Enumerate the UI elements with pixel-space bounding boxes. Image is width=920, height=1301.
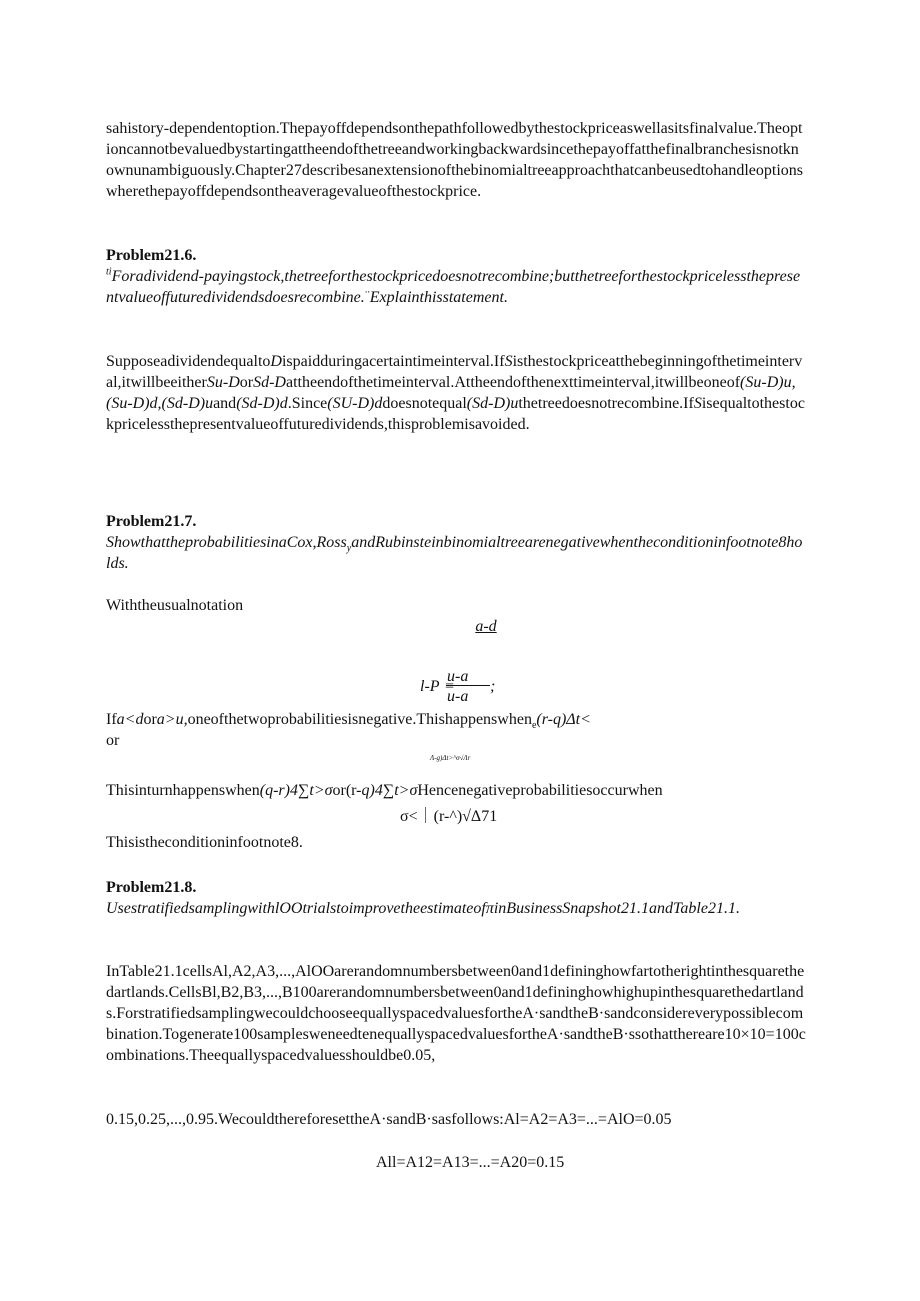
- question-text: ShowthattheprobabilitiesinaCox,Ross: [106, 534, 347, 551]
- answer-21-8-cont: [106, 1109, 806, 1130]
- expr-sd-d-u: (Sd-D)u: [466, 395, 519, 412]
- expr-q-r: (q-r)4∑t>σ: [259, 782, 333, 799]
- answer-text: Thisistheconditioninfootnote8.: [106, 834, 303, 851]
- intro-text: sahistory-dependentoption.Thepayoffdependsonthepathfollowedbythestockpriceaswellasitsfinalvalue.Theoptioncannotbevaluedbystartingattheendofthetreeandworkingbackwardsincethepayoffatthefinalbranchesisnotknownunambiguously.Chapter27describesanextensionofthebinomialtreeapproachthatcanbeusedtohandleoptionswherethepayoffdependsontheaveragevalueofthestockprice.: [106, 120, 803, 200]
- eq-semicolon: ;: [490, 678, 496, 695]
- question-subscript: y: [346, 543, 352, 555]
- expr-options: (Su-D)u,(Su-D)d,(Sd-D)u: [106, 374, 796, 412]
- expr-exponent: (r-q)Δt<: [536, 711, 591, 728]
- problem-heading: Problem21.8.: [106, 879, 197, 896]
- answer-span: or(r-: [332, 782, 362, 799]
- quote-mark-close: ··: [364, 287, 370, 299]
- answer-21-7-end: [106, 832, 806, 853]
- answer-text: 0.15,0.25,...,0.95.WecouldthereforesettheA·sandB·sasfollows:Al=A2=A3=...=AlO=0.05: [106, 1111, 672, 1128]
- answer-span: Thisinturnhappenswhen: [106, 782, 260, 799]
- answer-text: Withtheusualnotation: [106, 597, 244, 614]
- question-text: Foradividend-payingstock,thetreeforthestockpricedoesnotrecombine;butthetreeforthestockpricelessthepresentvalueoffuturedividendsdoesrecombine.: [106, 268, 801, 306]
- problem-heading: Problem21.6.: [106, 247, 197, 264]
- answer-span: attheendofthetimeinterval.Attheendofthenexttimeinterval,itwillbeoneof: [285, 374, 741, 391]
- answer-span: Hencenegativeprobabilitiesoccurwhen: [417, 782, 663, 799]
- fraction-top-text: a-d: [475, 618, 497, 635]
- quote-mark: ti: [106, 266, 112, 278]
- answer-span: Supposeadividendequalto: [106, 353, 271, 370]
- expr-su-d-d: (SU-D)d: [327, 395, 383, 412]
- answer-span: oneofthetwoprobabilitiesisnegative.Thishappenswhen: [187, 711, 532, 728]
- answer-21-8-eq: All=A12=A13=...=A20=0.15: [376, 1154, 565, 1171]
- tiny-equation: Λ-g)Δt>^σ√Λr: [430, 754, 471, 762]
- var-D: D: [270, 353, 282, 370]
- eq-left: l-P: [420, 678, 440, 695]
- expr-r-q: q)4∑t>σ: [361, 782, 418, 799]
- question-text-2: Explainthisstatement.: [369, 289, 508, 306]
- answer-span: and: [213, 395, 237, 412]
- eq-equals: =: [444, 678, 455, 695]
- problem-21-7: [106, 511, 806, 574]
- answer-span: thetreedoesnotrecombine.If: [518, 395, 694, 412]
- answer-span: .Since: [287, 395, 328, 412]
- answer-21-7-cont: [106, 780, 806, 801]
- exp-base: e: [531, 720, 537, 732]
- answer-span: doesnotequal: [382, 395, 467, 412]
- intro-paragraph: [106, 118, 806, 202]
- expr-a-lt-d: a<d: [116, 711, 144, 728]
- problem-question: [106, 266, 806, 308]
- answer-span: isthestockpriceatthebeginningofthetimeinterval,itwillbeeither: [106, 353, 803, 391]
- problem-21-6: [106, 245, 806, 308]
- expr-su-d: Su-D: [206, 374, 240, 391]
- var-S: S: [504, 353, 513, 370]
- probability-equation: [420, 666, 540, 706]
- problem-heading: Problem21.7.: [106, 513, 197, 530]
- question-text-2: andRubinsteinbinomialtreearenegativewhentheconditioninfootnote8holds.: [106, 534, 803, 572]
- answer-21-7-intro: [106, 595, 806, 616]
- expr-sd-d: Sd-D: [253, 374, 286, 391]
- answer-text: [106, 351, 806, 435]
- problem-question: UsestratifiedsamplingwithlOOtrialstoimprovetheestimateofπinBusinessSnapshot21.1andTable21.1.: [106, 900, 740, 917]
- answer-21-8: [106, 961, 806, 1066]
- expr-a-gt-u: a>u,: [156, 711, 188, 728]
- answer-21-7-body: [106, 709, 806, 751]
- answer-span: ispaidduringacertaintimeinterval.If: [281, 353, 505, 370]
- answer-span: isequaltothestockpricelessthepresentvalueoffuturedividends,thisproblemisavoided.: [106, 395, 805, 433]
- condition-equation: σ<｜(r-^)√Δ71: [400, 808, 498, 825]
- eq-denominator: u-a: [447, 688, 469, 705]
- fraction-top: [106, 616, 806, 637]
- eq-numerator: u-a: [447, 668, 469, 685]
- answer-span: or: [143, 711, 157, 728]
- problem-21-8: [106, 877, 806, 919]
- answer-text: [106, 709, 806, 730]
- answer-21-6: [106, 351, 806, 435]
- answer-span: If: [106, 711, 117, 728]
- or-line: or: [106, 732, 120, 749]
- answer-text: InTable21.1cellsAl,A2,A3,...,AlOOarerandomnumbersbetween0and1defininghowfartotherightinthesquarethedartlands.CellsBl,B2,B3,...,B100arerandomnumbersbetween0and1defininghowhighupinthesquarethedartlands.ForstratifiedsamplingwecouldchooseequallyspacedvaluesfortheA·sandtheB·sandconsidereverypossiblecombination.Togenerate100samplesweneedtenequallyspacedvaluesfortheA·sandtheB·ssothatthereare10×10=100combinations.Theequallyspacedvaluesshouldbe0.05,: [106, 963, 806, 1064]
- var-S: S: [693, 395, 702, 412]
- answer-text: [106, 780, 806, 801]
- problem-question: [106, 532, 806, 574]
- answer-span: or: [239, 374, 254, 391]
- expr-sd-d-d: (Sd-D)d: [236, 395, 288, 412]
